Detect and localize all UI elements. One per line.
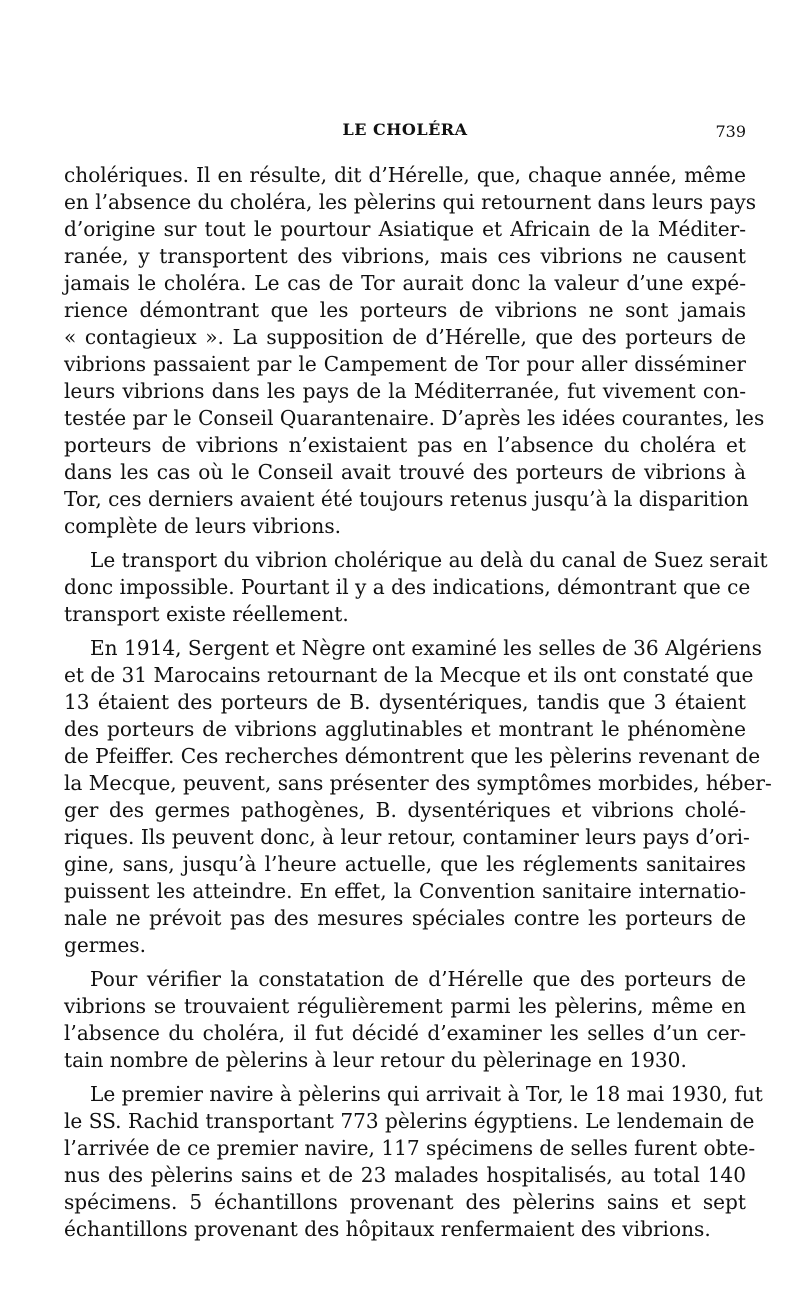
text-line: nus des pèlerins sains et de 23 malades hospitalisés, au total 140 xyxy=(64,1163,746,1187)
text-line: l’arrivée de ce premier navire, 117 spécimens de selles furent obte- xyxy=(64,1136,756,1160)
paragraph xyxy=(64,547,768,628)
text-line: testée par le Conseil Quarantenaire. D’après les idées courantes, les xyxy=(64,406,765,430)
text-line: « contagieux ». La supposition de d’Hérelle, que des porteurs de xyxy=(64,325,746,349)
text-line: rience démontrant que les porteurs de vibrions ne sont jamais xyxy=(64,298,746,322)
text-line: jamais le choléra. Le cas de Tor aurait donc la valeur d’une expé- xyxy=(64,271,746,295)
text-line: Pour vérifier la constatation de d’Hérelle que des porteurs de xyxy=(90,967,746,991)
text-line: complète de leurs vibrions. xyxy=(64,514,342,538)
text-line: germes. xyxy=(64,933,147,957)
text-line: cholériques. Il en résulte, dit d’Hérelle, que, chaque année, même xyxy=(64,163,746,187)
paragraph xyxy=(64,966,746,1074)
text-line: échantillons provenant des hôpitaux renfermaient des vibrions. xyxy=(64,1217,711,1241)
text-line: en l’absence du choléra, les pèlerins qui retournent dans leurs pays xyxy=(64,190,757,214)
paragraph-gap xyxy=(64,628,746,635)
text-line: Le transport du vibrion cholérique au delà du canal de Suez serait xyxy=(90,548,768,572)
text-line: gine, sans, jusqu’à l’heure actuelle, que les réglements sanitaires xyxy=(64,852,746,876)
page-number: 739 xyxy=(715,122,746,141)
text-line: transport existe réellement. xyxy=(64,602,349,626)
text-line: le SS. Rachid transportant 773 pèlerins égyptiens. Le lendemain de xyxy=(64,1109,755,1133)
text-line: Le premier navire à pèlerins qui arrivait à Tor, le 18 mai 1930, fut xyxy=(90,1082,763,1106)
text-line: et de 31 Marocains retournant de la Mecque et ils ont constaté que xyxy=(64,663,754,687)
text-line: puissent les atteindre. En effet, la Convention sanitaire internatio- xyxy=(64,879,746,903)
text-line: vibrions se trouvaient régulièrement parmi les pèlerins, même en xyxy=(64,994,746,1018)
text-line: ger des germes pathogènes, B. dysentériques et vibrions cholé- xyxy=(64,798,746,822)
body-text xyxy=(64,162,772,1243)
page-header xyxy=(64,120,746,146)
text-line: 13 étaient des porteurs de B. dysentériques, tandis que 3 étaient xyxy=(64,690,746,714)
paragraph xyxy=(64,635,772,959)
text-line: spécimens. 5 échantillons provenant des pèlerins sains et sept xyxy=(64,1190,746,1214)
text-line: d’origine sur tout le pourtour Asiatique et Africain de la Méditer- xyxy=(64,217,746,241)
paragraph xyxy=(64,1081,763,1243)
text-line: nale ne prévoit pas des mesures spéciales contre les porteurs de xyxy=(64,906,746,930)
text-line: leurs vibrions dans les pays de la Méditerranée, fut vivement con- xyxy=(64,379,746,403)
text-line: dans les cas où le Conseil avait trouvé des porteurs de vibrions à xyxy=(64,460,746,484)
paragraph xyxy=(64,162,765,540)
paragraph-gap xyxy=(64,959,746,966)
text-line: donc impossible. Pourtant il y a des indications, démontrant que ce xyxy=(64,575,751,599)
text-line: de Pfeiffer. Ces recherches démontrent que les pèlerins revenant de xyxy=(64,744,761,768)
paragraph-gap xyxy=(64,1074,746,1081)
text-line: ranée, y transportent des vibrions, mais ces vibrions ne causent xyxy=(64,244,746,268)
text-line: la Mecque, peuvent, sans présenter des symptômes morbides, héber- xyxy=(64,771,772,795)
paragraph-gap xyxy=(64,540,746,547)
text-line: porteurs de vibrions n’existaient pas en l’absence du choléra et xyxy=(64,433,746,457)
text-line: En 1914, Sergent et Nègre ont examiné les selles de 36 Algériens xyxy=(90,636,762,660)
text-line: vibrions passaient par le Campement de Tor pour aller disséminer xyxy=(64,352,746,376)
text-line: tain nombre de pèlerins à leur retour du pèlerinage en 1930. xyxy=(64,1048,687,1072)
text-line: des porteurs de vibrions agglutinables et montrant le phénomène xyxy=(64,717,746,741)
text-line: l’absence du choléra, il fut décidé d’examiner les selles d’un cer- xyxy=(64,1021,746,1045)
text-line: Tor, ces derniers avaient été toujours retenus jusqu’à la disparition xyxy=(64,487,749,511)
running-title: LE CHOLÉRA xyxy=(342,120,468,139)
text-line: riques. Ils peuvent donc, à leur retour, contaminer leurs pays d’ori- xyxy=(64,825,750,849)
